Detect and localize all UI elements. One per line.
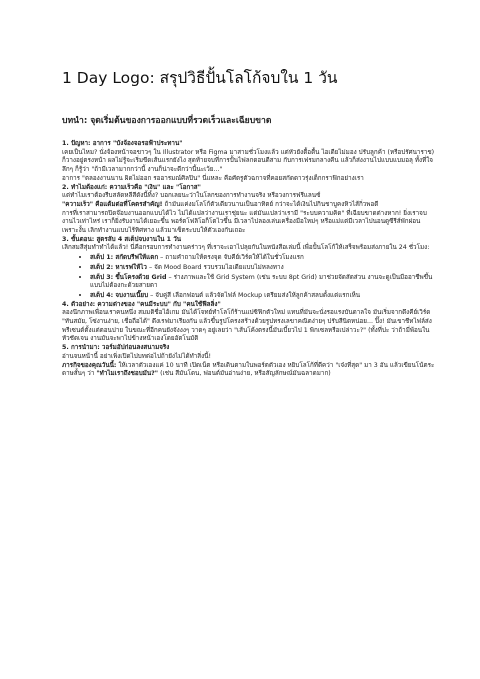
section-2-paragraph-1: แต่ทำไมเราต้องรีบสลัดหลีสีดังนี้ทิ้ง? บอกเลยนะว่าในโลกของการทำงานจริง หรือวงการฟรีแลนซ์: [62, 192, 321, 200]
step-4-lead: สเต็ป 4: จบงานเนี๊ยบ: [90, 291, 149, 299]
mission-example: (เช่น สีมันโดน, ฟอนต์มันอ่านง่าย, หรือสัญลักษณ์มันฉลาดมาก): [158, 370, 331, 378]
step-4-text: – จับคู่สี เลือกฟอนต์ แล้วจัดไฟล์ Mockup เตรียมส่งให้ลูกค้าสลบดั้งแต่แรกเห็น: [148, 291, 361, 299]
step-2-text: – จัด Mood Board รวบรวมไอเดียแบบไม่หลงทาง: [146, 263, 284, 271]
section-2-paragraph-2: [62, 201, 436, 210]
intro-heading: [62, 115, 436, 127]
step-2-lead: สเต็ป 2: หาเรฟให้ไว: [90, 263, 147, 271]
section-3-paragraph-1: เลิกสมสีสุ่มทำทำได้แล้ว! นี่คือกรอบการทำงานคร่าวๆ ที่เราจะเอาไปลุยกันในหนังสือเล่มนี้ เพื่อปั้นโลโก้ให้เสร็จพร้อมส่งภายใน 24 ชั่วโมง:: [62, 244, 430, 252]
step-3-lead: สเต็ป 3: ขึ้นโครงด้วย Grid: [90, 273, 167, 281]
section-2-paragraph-3: การที่เราสามารถปิดจ๊อบงานออกแบบได้ไว ไม่ได้แปลว่างานเราชุ่ยนะ แต่มันแปลว่าเรามี "ระบบความคิด" ที่เฉียบขาดต่างหาก! ยิ่งเราจบงานไวเท่าไหร่ เราก็ยิ่งรับงานได้เยอะขึ้น พอร์ตโฟลิโอก็โตไวขึ้น มีเวลาไปลองเล่นเครื่องมือใหม่ๆ หรือแม่แต่มีเวลาไปนอนดูซีรีส์พักผ่อน เพราะงั้น เลิกทำงานแบบไร้ทิศทาง แล้วมาเซ็ตระบบให้ตัวเองกันเถอะ: [62, 209, 427, 235]
mission-question: "ทำไมเราถึงชอบมัน?": [96, 370, 159, 378]
section-2-emphasis: "ความเร็ว" คือแต้มต่อที่โคตรสำคัญ!: [62, 200, 163, 208]
list-item: [90, 273, 436, 291]
mission-label: ภารกิจของคุณวันนี้:: [62, 361, 117, 369]
mission-text: ให้เวลาตัวเองแค่ 10 นาที เปิดเน็ต หรือเดินตามในพอร์ตตัวเอง หยิบโลโก้ที่ดีคว่า "เจ๋งที่สุด" มา 3 อัน แล้วเขียนโน้ตระดาษสั้นๆ ว่า: [62, 361, 435, 378]
section-5-paragraph-2: [62, 362, 436, 379]
section-2-paragraph-2-rest: ถ้ามันแค่งมโลโก้ตัวเดียวนานเป็นอาทิตย์ กว่าจะได้เงินไปกินชาบูคงหิวไส้กิ่วพอดี: [162, 200, 379, 208]
section-1-paragraph-2: อาการ "ตลองงานนาน ผิดไม่ออก รออารมณ์ศิลปิน" นี่แหละ คือศัตรูตัวฉกาจที่คอยสกัดดาวรุ่งเด็กกราฟิกอย่างเรา: [62, 174, 364, 182]
section-1-heading: 1. ปัญหา: อาการ "บังจ้องจอรอฟ้าประทาน": [62, 140, 183, 147]
list-item: [90, 263, 436, 273]
intro-lead: บทนำ:: [62, 116, 88, 126]
intro-text: จุดเริ่มต้นของการออกแบบที่รวดเร็วและเฉียบขาด: [87, 116, 272, 126]
section-3-heading: 3. ขั้นตอน: สูตรลับ 4 สเต็ปจบงานใน 1 วัน: [62, 235, 182, 243]
step-3-text: – ร่างภาพและใช้ Grid System (เช่น ระบบ 8pt Grid) มาช่วยจัดสัดส่วน งานจะดูเป็นมืออาชีพขึ้นแบบไม่ต้องกะด้วยสายตา: [90, 273, 433, 290]
page-title: 1 Day Logo: สรุปวิธีปั้นโลโก้จบใน 1 วัน: [62, 69, 338, 87]
document-page: [62, 68, 436, 379]
section-1-paragraph-1: เคยเป็นไหม? นั่งจ้องหน้าจอขาวๆ ใน Illustrator หรือ Figma มาสามชั่วโมงแล้ว แต่หัวยังตื้อตื้น ไอเดียไม่มอง ปรับลูกค้า (หรือปรัศนาราช) ก็วางอยู่ตรงหน้า ผลไม่รู้จะเริ่มขีดเส้นแรกยังไง สุดท้ายจบที่การปั้นไฟลกดอนดีสาม กับการเฟรมกลางคืน แล้วก็ส่งงานไปแบบแบมอลุ ทั้งที่ใจลึกๆ ก็รู้ว่า "ถ้ามีเวลามากกว่านี้ งานก็น่าจะดีกว่านี้นะเว้ย...": [62, 148, 435, 174]
steps-list: [62, 253, 436, 301]
list-item: [90, 291, 436, 301]
step-1-lead: สเต็ป 1: สกัดบรีฟให้แตก: [90, 254, 159, 262]
content-body: [62, 140, 436, 379]
section-5-paragraph-1: อ่านจนหน้านี้ อย่าเพิ่งเปิดไปบทต่อไปถ้ายังไม่ได้ทำสิ่งนี้!: [62, 352, 212, 360]
step-1-text: – ถามคำถามให้ตรงจุด จับคีย์เวิร์ดให้ได้ในชั่วโมงแรก: [158, 254, 304, 262]
section-4-paragraph-1: ลองนึกภาพเพื่อนเราคนหนึ่ง สมมติชื่อไอ้เกม มันได้โจทย์ทำโลโก้ร้านแปซิฟิกตัวใหม่ แทนที่มันจะนั่งรอแรงบันดาลใจ มันเริ่มจากดึงคีย์เวิร์ด "ทันสมัย, โซ่งานง่าย, เชื่อถือได้" ดึงเรฟมาเรียงกัน แล้วขึ้นรูปโครงสร้างด้วยรูปทรงเลขาคณิตง่ายๆ ปรับสีนิดหน่อย... ปิ๊ง! มันเขาชีทไฟล์ส่งพรีเซนต์ตั้งแต่ตอนบ่าย ในขณะที่อีกคนยังจังงงๆ วาดๆ อยู่เลยว่า "เส้นโค้งตรงนี้มันเบี้ยวไป 1 พิกเซลหรือเปล่าวะ?" (ทั้งที่ปะ ว่าถ้ามี่พ้อนในหัวชัดเจน งานมันจะพาไปข้างหน้าเองโดยอัตโนมัติ: [62, 309, 432, 343]
section-4-heading: 4. ตัวอย่าง: ความต่างของ "คนมีระบบ" กับ "คนใช้ฟีลลิ่ง": [62, 300, 221, 308]
list-item: [90, 253, 436, 263]
section-2-heading: 2. ทำไมต้องแก่: ความเร็วคือ "เงิน" และ "โอกาส": [62, 183, 201, 191]
section-5-heading: 5. การนำมา: วอร์มอัปก่อนลงสนามจริง: [62, 344, 170, 352]
